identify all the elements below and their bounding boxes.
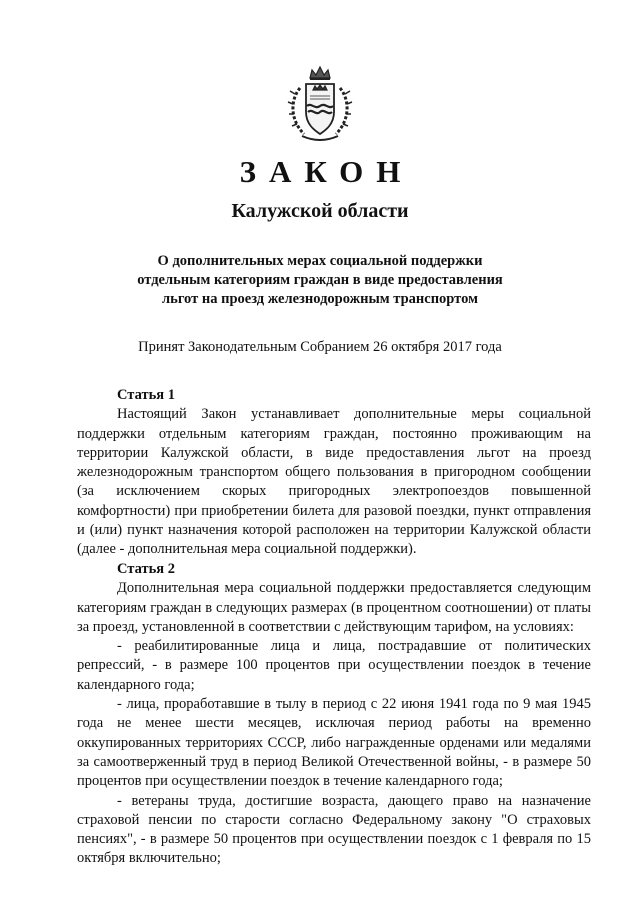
law-subject <box>0 252 640 309</box>
subject-line: льгот на проезд железнодорожным транспортом <box>162 291 478 307</box>
article-paragraph: Дополнительная мера социальной поддержки предоставляется следующим категориям граждан в следующих размерах (в процентном соотношении) от платы за проезд, установленной в соответствии с действующим тарифом, на условиях: <box>77 580 591 635</box>
article-heading: Статья 1 <box>117 387 175 403</box>
article-paragraph: Настоящий Закон устанавливает дополнительные меры социальной поддержки отдельным категориям граждан, постоянно проживающим на территории Калужской области, в виде предоставления льгот на проезд железнодорожным транспортом общего пользования в пригородном сообщении (за исключением скорых пригородных электропоездов повышенной комфортности) при приобретении билета для разовой поездки, пункт отправления и (или) пункт назначения которой расположен на территории Калужской области (далее - дополнительная мера социальной поддержки). <box>77 406 591 558</box>
article-2 <box>77 560 591 869</box>
kaluga-coat-of-arms-icon <box>286 64 354 144</box>
article-1 <box>77 386 591 560</box>
list-item: - лица, проработавшие в тылу в период с 22 июня 1941 года по 9 мая 1945 года не менее шести месяцев, исключая период работы на временно оккупированных территориях СССР, либо награжденные орденами или медалями за самоотверженный труд в период Великой Отечественной войны, - в размере 50 процентов при осуществлении поездок в течение календарного года; <box>77 696 591 790</box>
article-heading: Статья 2 <box>117 561 175 577</box>
subject-line: О дополнительных мерах социальной поддержки <box>157 253 483 269</box>
subject-line: отдельным категориям граждан в виде предоставления <box>137 272 503 288</box>
region-name: Калужской области <box>231 200 409 222</box>
list-item: - реабилитированные лица и лица, пострадавшие от политических репрессий, - в размере 100 процентов при осуществлении поездок в течение календарного года; <box>77 638 591 693</box>
adoption-note: Принят Законодательным Собранием 26 октября 2017 года <box>138 339 502 355</box>
list-item: - ветераны труда, достигшие возраста, дающего право на назначение страховой пенсии по старости согласно Федеральному закону "О страховых пенсиях", - в размере 50 процентов при осуществлении поездок с 1 февраля по 15 октября включительно; <box>77 792 591 867</box>
law-title: ЗАКОН <box>239 154 414 189</box>
